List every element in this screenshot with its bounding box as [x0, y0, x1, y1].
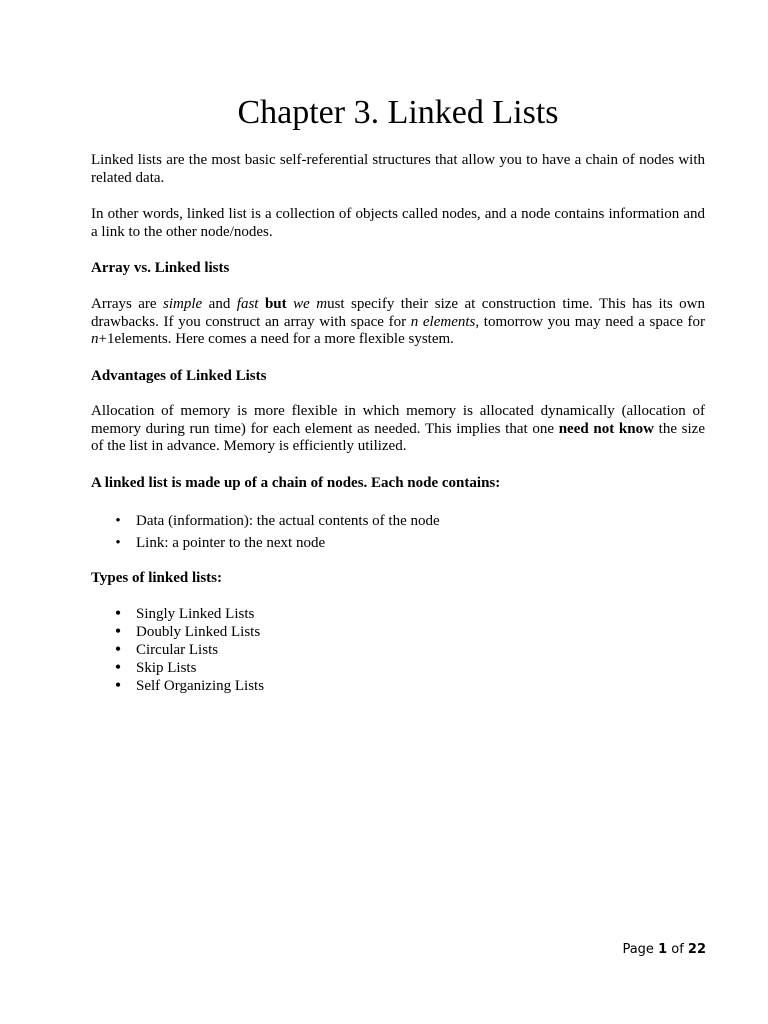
node-contents-list	[91, 512, 440, 555]
text-run: Allocation of memory is more flexible in which memory is allocated dynamically (allocation of memory during run time) for each element as needed. This implies that one	[91, 403, 705, 437]
heading-array-vs-linked-lists: Array vs. Linked lists	[91, 260, 230, 276]
emphasis-simple: simple	[163, 296, 203, 312]
text-run: the size of the list in advance. Memory is efficiently utilized.	[91, 420, 705, 454]
text-run: +1elements. Here comes a need for a more flexible system.	[98, 331, 454, 347]
intro-paragraph-2: In other words, linked list is a collection of objects called nodes, and a node contains information and a link to the other node/nodes.	[91, 206, 705, 240]
page-number-footer	[622, 941, 706, 959]
bullet-icon: •	[114, 621, 122, 641]
list-item-text: Skip Lists	[136, 660, 197, 676]
bullet-icon: •	[115, 534, 121, 551]
text-run: and	[202, 296, 237, 312]
bullet-icon: •	[114, 675, 122, 695]
text-run: Arrays are	[91, 296, 164, 312]
list-item-text: Data (information): the actual contents of the node	[136, 513, 440, 529]
list-item-text: Self Organizing Lists	[136, 678, 265, 694]
strong-but: but	[264, 296, 287, 312]
bullet-icon: •	[114, 657, 122, 677]
bullet-icon: •	[114, 603, 122, 623]
heading-advantages: Advantages of Linked Lists	[91, 368, 267, 384]
heading-node-contents: A linked list is made up of a chain of nodes. Each node contains:	[91, 475, 501, 491]
emphasis-we-m: we m	[293, 296, 328, 312]
page-current: 1	[658, 942, 668, 957]
array-vs-paragraph	[91, 296, 705, 349]
text-run: ust specify their size at construction time. This has its own drawbacks. If you construct an array with space for	[91, 296, 706, 330]
list-item-text: Doubly Linked Lists	[136, 624, 261, 640]
list-item-text: Link: a pointer to the next node	[136, 534, 326, 551]
emphasis-n: n	[91, 331, 99, 347]
emphasis-n-elements: n elements	[410, 313, 476, 330]
emphasis-fast: fast	[236, 296, 259, 312]
bullet-icon: •	[115, 513, 121, 529]
of-label: of	[667, 942, 688, 957]
types-list	[91, 605, 264, 695]
bullet-icon: •	[114, 639, 122, 659]
intro-paragraph-1: Linked lists are the most basic self-referential structures that allow you to have a chain of nodes with related data.	[91, 152, 705, 186]
page-title: Chapter 3. Linked Lists	[237, 94, 559, 131]
list-item-text: Singly Linked Lists	[136, 606, 255, 622]
text-run: , tomorrow you may need a space for	[475, 313, 705, 330]
list-item	[91, 534, 440, 552]
list-item	[91, 512, 440, 530]
page-total: 22	[687, 942, 706, 957]
heading-types: Types of linked lists:	[91, 570, 222, 586]
list-item-text: Circular Lists	[136, 642, 219, 658]
strong-need-not-know: need not know	[558, 420, 654, 437]
list-item	[91, 677, 264, 695]
page-label: Page	[622, 942, 659, 957]
advantages-paragraph	[91, 403, 705, 456]
